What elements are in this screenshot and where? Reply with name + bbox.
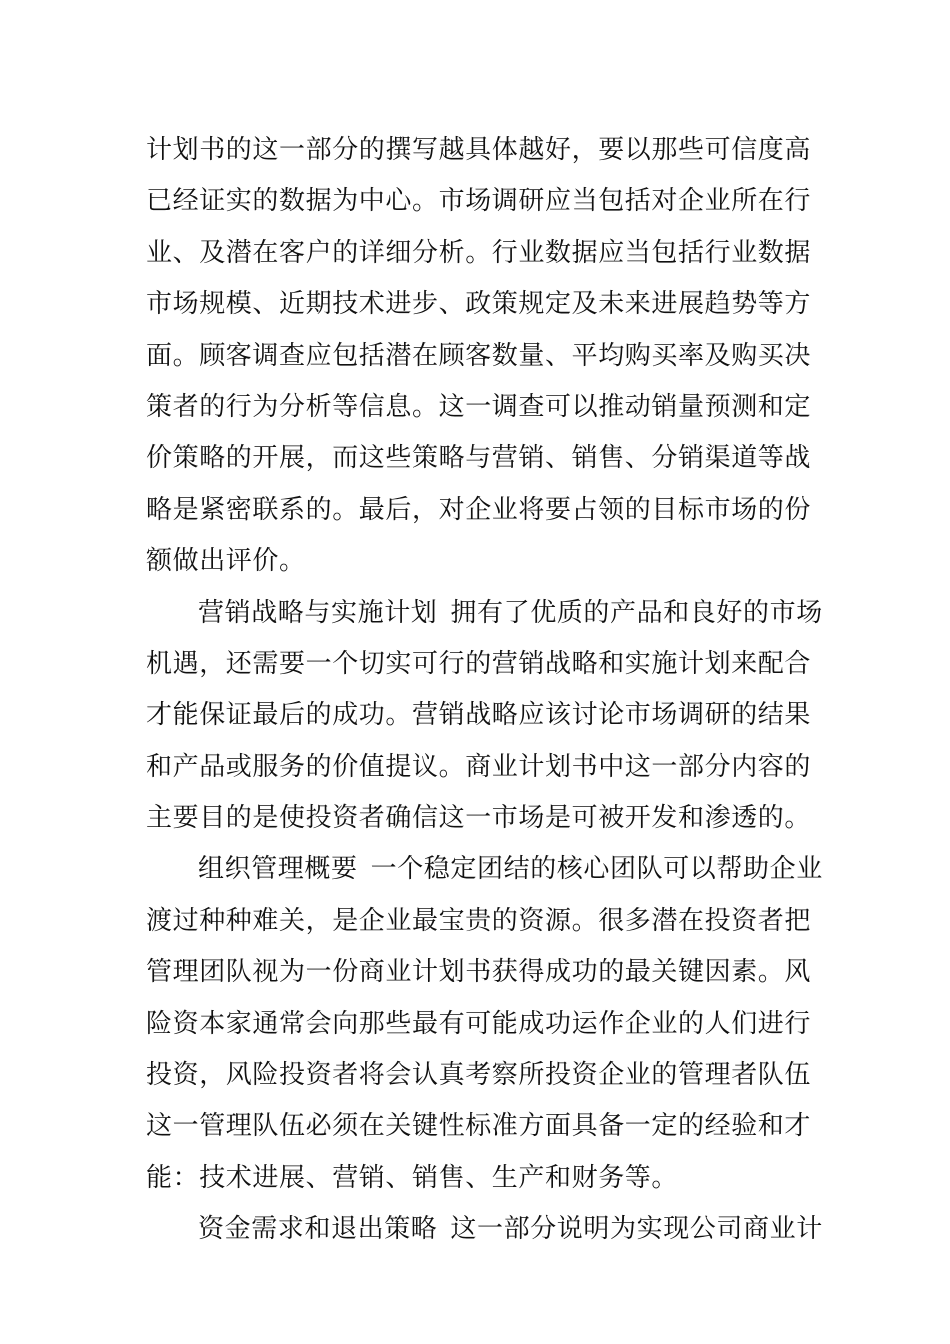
paragraph-marketing-first-line xyxy=(146,588,823,639)
text-line: 额做出评价。 xyxy=(146,546,306,577)
section-heading-marketing: 营销战略与实施计划 xyxy=(198,597,438,628)
text-line: 已经证实的数据为中心。市场调研应当包括对企业所在行 xyxy=(146,186,812,217)
text-line: 险资本家通常会向那些最有可能成功运作企业的人们进行 xyxy=(146,1008,812,1039)
text-line: 市场规模、近期技术进步、政策规定及未来进展趋势等方 xyxy=(146,289,812,320)
paragraph-management-first-line xyxy=(146,844,823,895)
text-span: 这一部分说明为实现公司商业计 xyxy=(450,1214,823,1245)
section-heading-management: 组织管理概要 xyxy=(198,854,358,885)
text-line: 机遇，还需要一个切实可行的营销战略和实施计划来配合 xyxy=(146,648,812,679)
section-heading-funding: 资金需求和退出策略 xyxy=(198,1214,438,1245)
document-body xyxy=(146,125,823,1256)
text-line: 和产品或服务的价值提议。商业计划书中这一部分内容的 xyxy=(146,751,812,782)
text-line: 策者的行为分析等信息。这一调查可以推动销量预测和定 xyxy=(146,391,812,422)
text-line: 渡过种种难关，是企业最宝贵的资源。很多潜在投资者把 xyxy=(146,905,812,936)
text-line: 管理团队视为一份商业计划书获得成功的最关键因素。风 xyxy=(146,957,812,988)
text-line: 才能保证最后的成功。营销战略应该讨论市场调研的结果 xyxy=(146,700,812,731)
paragraph-funding-first-line xyxy=(146,1204,823,1255)
text-line: 主要目的是使投资者确信这一市场是可被开发和渗透的。 xyxy=(146,803,812,834)
text-span: 拥有了优质的产品和良好的市场 xyxy=(450,597,823,628)
text-line: 价策略的开展，而这些策略与营销、销售、分销渠道等战 xyxy=(146,443,812,474)
text-line: 能：技术进展、营销、销售、生产和财务等。 xyxy=(146,1162,679,1193)
text-line: 业、及潜在客户的详细分析。行业数据应当包括行业数据 xyxy=(146,237,812,268)
text-span: 一个稳定团结的核心团队可以帮助企业 xyxy=(370,854,823,885)
text-line: 投资，风险投资者将会认真考察所投资企业的管理者队伍 xyxy=(146,1060,812,1091)
text-line: 计划书的这一部分的撰写越具体越好，要以那些可信度高 xyxy=(146,135,812,165)
text-line: 面。顾客调查应包括潜在顾客数量、平均购买率及购买决 xyxy=(146,340,812,371)
text-line: 这一管理队伍必须在关键性标准方面具备一定的经验和才 xyxy=(146,1111,812,1142)
text-line: 略是紧密联系的。最后，对企业将要占领的目标市场的份 xyxy=(146,494,812,525)
